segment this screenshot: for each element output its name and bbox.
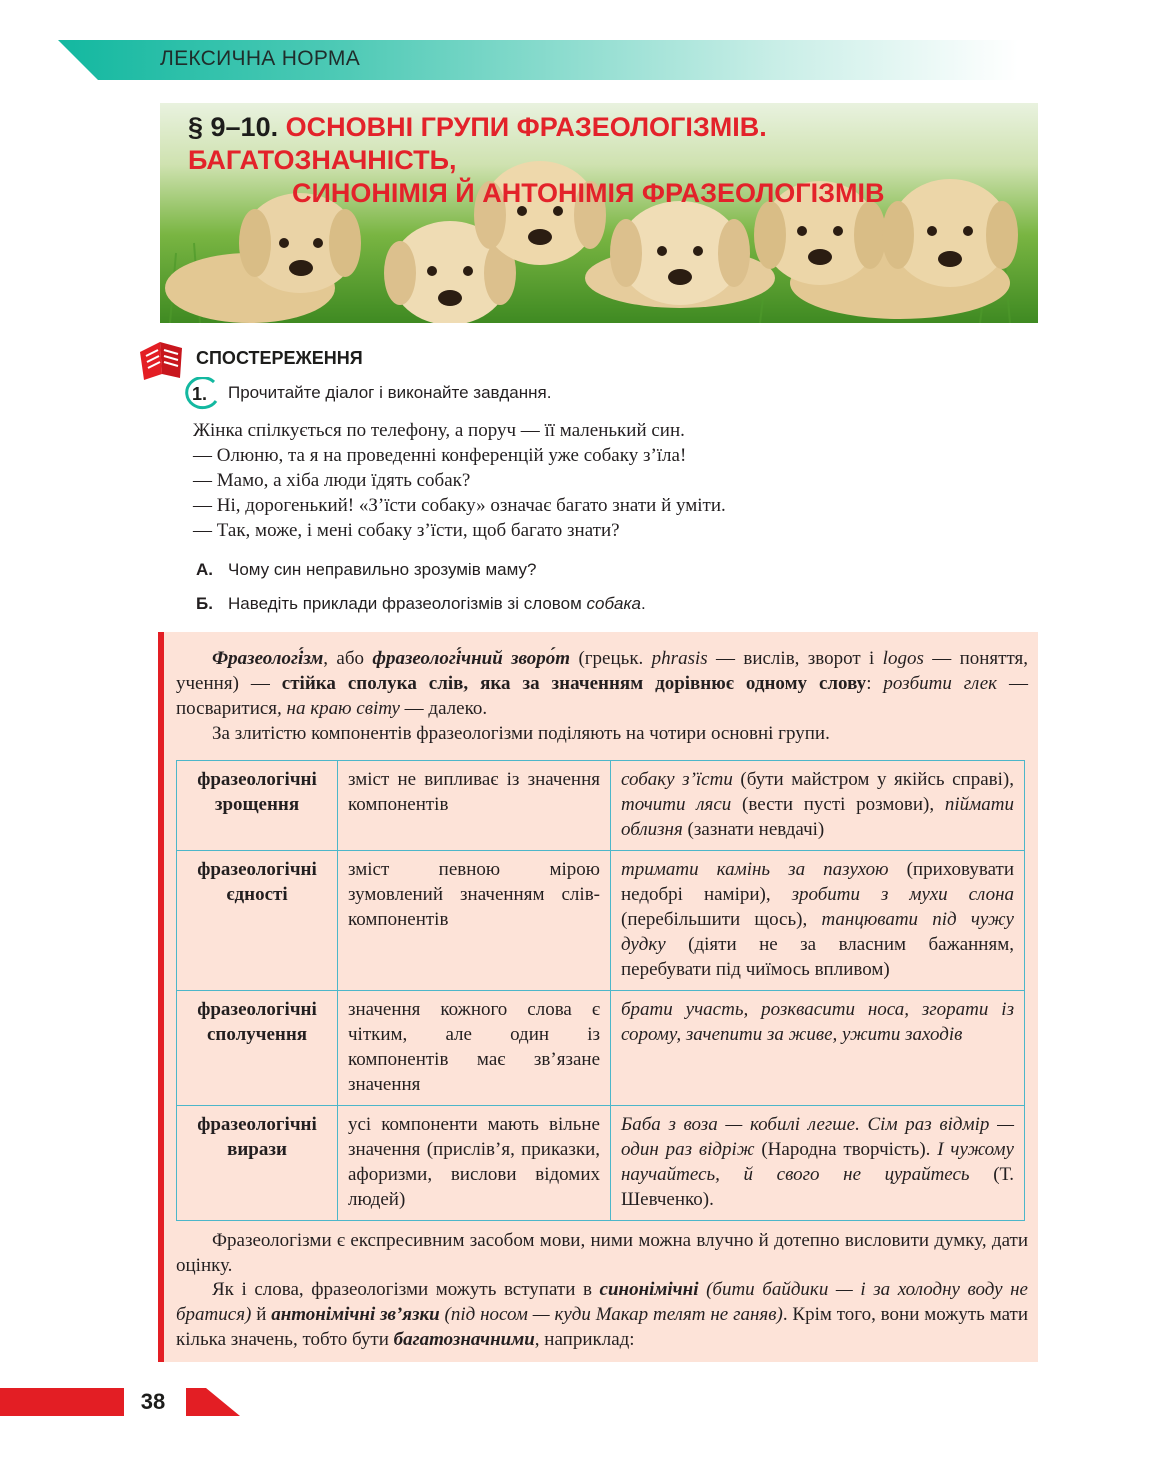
synonymy-paragraph	[176, 1277, 1028, 1352]
group-examples	[611, 1106, 1025, 1221]
example: , на краю світу	[277, 698, 400, 719]
text: й	[251, 1304, 272, 1325]
page-arrow-icon	[186, 1388, 240, 1416]
greek-word: phrasis	[651, 648, 708, 669]
question-letter: А.	[196, 560, 213, 579]
example-phrase: брати участь, розквасити носа, згорати із сорому, зачепити за живе, ужити заходів	[621, 999, 1014, 1045]
title-line-2: СИНОНІМІЯ Й АНТОНІМІЯ ФРАЗЕОЛОГІЗМІВ	[292, 178, 885, 208]
group-description: значення кожного слова є чітким, але один із компонентів має зв’язане значення	[338, 991, 611, 1106]
dialog-text	[193, 418, 726, 543]
example-meaning: (Народна творчість).	[754, 1139, 938, 1160]
task-instruction: Прочитайте діалог і виконайте завдання.	[228, 383, 552, 402]
dialog-line: — Так, може, і мені собаку з’їсти, щоб багато знати?	[193, 520, 620, 541]
group-description: зміст не випливає із значення компонентів	[338, 761, 611, 851]
question-a	[196, 560, 536, 580]
group-name: фразеологічні єдності	[177, 851, 338, 991]
example-phrase: тримати камінь за пазухою	[621, 859, 889, 880]
definition: стійка сполука слів, яка за значенням дорівнює одному слову	[281, 673, 867, 694]
table-row	[177, 1106, 1025, 1221]
example-meaning: (діяти не за власним бажанням, перебувати під чиїмось впливом)	[621, 934, 1014, 980]
example-meaning: (бути майстром у якійсь справі),	[732, 769, 1014, 790]
term: Фразеологі́зм	[212, 648, 324, 669]
definition-paragraph	[176, 646, 1028, 721]
greek-word: logos	[882, 648, 924, 669]
group-examples	[611, 851, 1025, 991]
question-punct: .	[640, 594, 646, 613]
text: , або	[323, 648, 373, 669]
question-b	[196, 594, 646, 614]
text: — поняття, учення) —	[176, 648, 1028, 694]
example-phrase: собаку з’їсти	[621, 769, 733, 790]
term: синонімічні	[599, 1279, 699, 1300]
text: . Крім того, вони можуть мати кілька значень, тобто бути	[176, 1304, 1028, 1350]
question-letter: Б.	[196, 594, 213, 613]
example: розбити глек	[883, 673, 998, 694]
term: фразеологі́чний зворо́т	[372, 648, 571, 669]
text: — посваритися	[176, 673, 1028, 719]
example-meaning: (вести пусті розмови),	[731, 794, 945, 815]
title-line-1: ОСНОВНІ ГРУПИ ФРАЗЕОЛОГІЗМІВ. БАГАТОЗНАЧНІСТЬ,	[188, 112, 767, 175]
text: Як і слова, фразеологізми можуть вступати в	[212, 1279, 600, 1300]
example-meaning: (Т. Шевченко).	[621, 1164, 1014, 1210]
expressive-paragraph: Фразеологізми є експресивним засобом мови, ними можна влучно й дотепно висловити думку, дати оцінку.	[176, 1230, 1028, 1276]
dialog-line: Жінка спілкується по телефону, а поруч — її маленький син.	[193, 420, 685, 441]
groups-intro: За злитістю компонентів фразеологізми поділяють на чотири основні групи.	[212, 723, 830, 744]
group-name: фразеологічні сполучення	[177, 991, 338, 1106]
table-row	[177, 991, 1025, 1106]
example-phrase: піймати облизня	[621, 794, 1014, 840]
table-row	[177, 761, 1025, 851]
example-meaning: (приховувати недобрі наміри),	[621, 859, 1014, 905]
puppy-4	[585, 201, 775, 308]
dialog-line: — Мамо, а хіба люди їдять собак?	[193, 470, 471, 491]
text: , наприклад:	[534, 1329, 635, 1350]
group-name: фразеологічні зрощення	[177, 761, 338, 851]
question-text: Чому син неправильно зрозумів маму?	[228, 560, 537, 579]
task-number: 1.	[192, 384, 208, 404]
example: (бити байдики — і за холодну воду не братися)	[176, 1279, 1028, 1325]
example: (під носом — куди Макар телят не ганяв)	[439, 1304, 783, 1325]
dialog-line: — Олюню, та я на проведенні конференцій уже собаку з’їла!	[193, 445, 687, 466]
term: багатозначними	[393, 1329, 535, 1350]
table-row	[177, 851, 1025, 991]
observation-heading: СПОСТЕРЕЖЕННЯ	[196, 348, 363, 368]
phraseology-table	[176, 760, 1025, 1221]
running-title: ЛЕКСИЧНА НОРМА	[160, 47, 361, 70]
paragraph-title	[188, 111, 1038, 210]
book-icon	[136, 334, 188, 384]
example-meaning: (перебільшити щось),	[621, 909, 822, 930]
example-phrase: І чужому научайтесь, й свого не цурайтесь	[621, 1139, 1014, 1185]
group-description: зміст певною мірою зумовлений значенням слів-компонентів	[338, 851, 611, 991]
text: — далеко.	[399, 698, 488, 719]
example-phrase: зробити з мухи слона	[791, 884, 1014, 905]
question-word: собака	[586, 594, 641, 613]
section-number: § 9–10.	[188, 112, 279, 142]
page-number: 38	[124, 1386, 182, 1418]
example-phrase: точити ляси	[621, 794, 732, 815]
hero-image	[160, 103, 1038, 323]
text: — вислів, зворот і	[707, 648, 883, 669]
group-description: усі компоненти мають вільне значення (прислів’я, приказки, афоризми, вислови відомих людей)	[338, 1106, 611, 1221]
group-examples	[611, 761, 1025, 851]
page-bar	[0, 1388, 124, 1416]
task-number-badge	[182, 377, 220, 411]
group-name: фразеологічні вирази	[177, 1106, 338, 1221]
group-examples	[611, 991, 1025, 1106]
example-meaning: (зазнати невдачі)	[682, 819, 825, 840]
term: антонімічні зв’язки	[271, 1304, 440, 1325]
example-phrase: танцювати під чужу дудку	[621, 909, 1014, 955]
question-text: Наведіть приклади фразеологізмів зі словом	[228, 594, 587, 613]
example-phrase: Баба з воза — кобилі легше. Сім раз відмір — один раз відріж	[621, 1114, 1014, 1160]
text: (грецьк.	[570, 648, 652, 669]
text: :	[866, 673, 884, 694]
dialog-line: — Ні, дорогенький! «З’їсти собаку» означає багато знати й уміти.	[193, 495, 726, 516]
